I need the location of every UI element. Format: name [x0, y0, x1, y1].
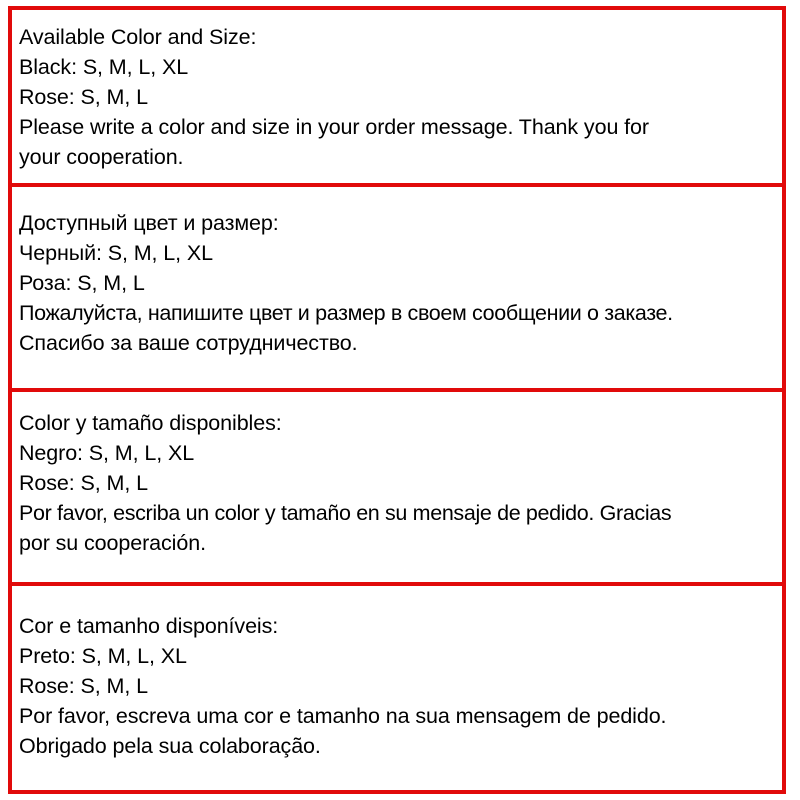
section-divider: [12, 582, 782, 586]
section-divider: [12, 388, 782, 392]
section-heading: Cor e tamanho disponíveis:: [19, 614, 279, 638]
color-sizes-line: Rose: S, M, L: [19, 471, 148, 495]
order-message-instruction-cont: por su cooperación.: [19, 531, 206, 555]
section-russian: [12, 208, 782, 358]
color-sizes-line: Черный: S, M, L, XL: [19, 241, 213, 265]
color-sizes-line: Black: S, M, L, XL: [19, 55, 189, 79]
color-sizes-line: Rose: S, M, L: [19, 85, 148, 109]
section-portuguese: [12, 611, 782, 761]
order-message-instruction-cont: Спасибо за ваше сотрудничество.: [19, 331, 358, 355]
section-spanish: [12, 408, 782, 558]
color-sizes-line: Preto: S, M, L, XL: [19, 644, 187, 668]
order-message-instruction: Por favor, escriba un color y tamaño en su mensaje de pedido. Gracias: [19, 501, 672, 525]
section-divider: [12, 183, 782, 187]
notice-frame: [8, 6, 786, 794]
color-sizes-line: Роза: S, M, L: [19, 271, 145, 295]
order-message-instruction: Por favor, escreva uma cor e tamanho na sua mensagem de pedido.: [19, 704, 667, 728]
order-message-instruction: Пожалуйста, напишите цвет и размер в своем сообщении о заказе.: [19, 301, 673, 325]
order-message-instruction-cont: Obrigado pela sua colaboração.: [19, 734, 321, 758]
color-sizes-line: Rose: S, M, L: [19, 674, 148, 698]
order-message-instruction-cont: your cooperation.: [19, 145, 184, 169]
section-heading: Color y tamaño disponibles:: [19, 411, 282, 435]
order-message-instruction: Please write a color and size in your order message. Thank you for: [19, 115, 649, 139]
section-heading: Available Color and Size:: [19, 25, 257, 49]
color-sizes-line: Negro: S, M, L, XL: [19, 441, 195, 465]
section-heading: Доступный цвет и размер:: [19, 211, 279, 235]
section-english: [12, 22, 782, 172]
